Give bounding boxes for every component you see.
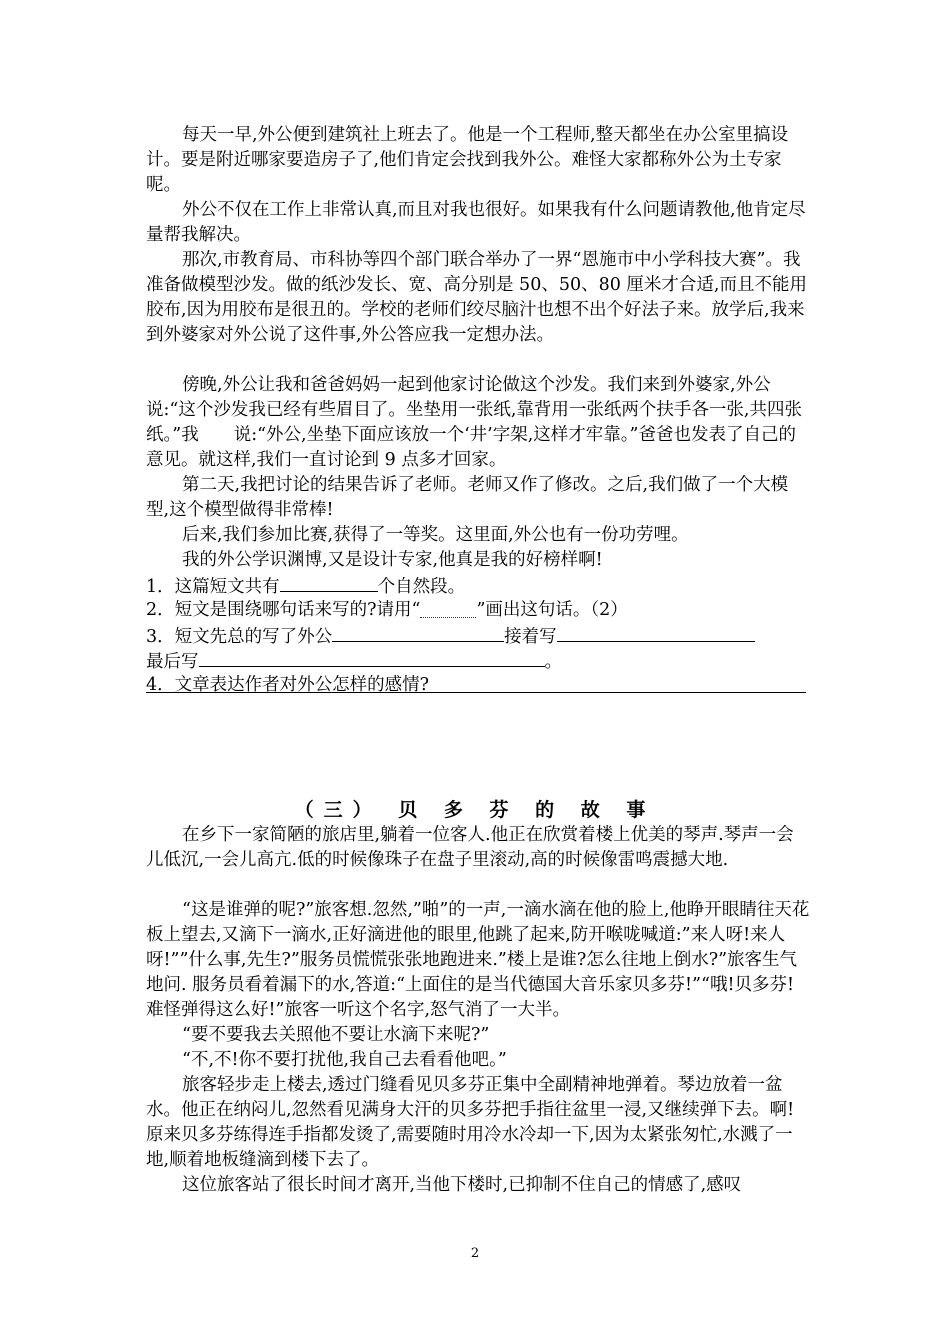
passage2-paragraph-5: 旅客轻步走上楼去,透过门缝看见贝多芬正集中全副精神地弹着。琴边放着一盆水。他正在纳闷儿,忽然看见满身大汗的贝多芬把手指往盆里一浸,又继续弹下去。啊!原来贝多芬练得连手指都发烫了,需要随时用冷水冷却一下,因为太紧张匆忙,水溅了一地,顺着地板缝滴到楼下去了。 [146,1075,795,1170]
passage1-paragraph-2: 外公不仅在工作上非常认真,而且对我也很好。如果我有什么问题请教他,他肯定尽量帮我解决。 [146,200,806,245]
question-4-answer-line[interactable] [146,692,806,693]
question-3-blank-3[interactable] [199,648,545,667]
question-3-blank-2[interactable] [557,623,755,642]
question-4-text: 4．文章表达作者对外公怎样的感情? [146,675,430,695]
passage2-paragraph-4: “不,不!你不要打扰他,我自己去看看他吧。” [182,1050,507,1070]
passage1-paragraph-6: 后来,我们参加比赛,获得了一等奖。这里面,外公也有一份功劳哩。 [182,525,689,545]
question-1-blank[interactable] [280,573,378,592]
question-3-middle: 接着写 [504,627,557,647]
passage1-paragraph-4: 傍晚,外公让我和爸爸妈妈一起到他家讨论做这个沙发。我们来到外婆家,外公说:“这个沙发我已经有些眉目了。坐垫用一张纸,靠背用一张纸两个扶手各一张,共四张纸。”我 说:“外公,坐垫下面应该放一个‘井’字架,这样才牢靠。”爸爸也发表了自己的意见。就这样,我们一直讨论到 9 点多才回家。 [146,375,802,470]
passage1-paragraph-3: 那次,市教育局、市科协等四个部门联合举办了一界“恩施市中小学科技大赛”。我准备做模型沙发。做的纸沙发长、宽、高分别是 50、50、80 厘米才合适,而且不能用胶布,因为用胶布是很丑的。学校的老师们绞尽脑汁也想不出个好法子来。放学后,我来到外婆家对外公说了这件事,外公答应我一定想办法。 [146,250,807,345]
question-2-suffix: ”画出这句话。（2） [476,600,628,620]
wavy-underline-mark [420,603,476,618]
page-number: 2 [470,1246,480,1261]
question-1-text: 1．这篇短文共有 [146,577,280,597]
question-3 [146,623,755,650]
question-2-text: 2．短文是围绕哪句话来写的?请用“ [146,600,421,620]
question-3-blank-1[interactable] [332,623,504,642]
question-4 [146,673,429,698]
passage2-title: （三） 贝 多 芬 的 故 事 [294,799,656,821]
question-3-last-label: 最后写 [146,652,199,672]
question-1 [146,573,465,600]
question-2 [146,598,628,623]
question-3-end: 。 [544,652,562,672]
passage1-paragraph-1: 每天一早,外公便到建筑社上班去了。他是一个工程师,整天都坐在办公室里搞设计。要是附近哪家要造房子了,他们肯定会找到我外公。难怪大家都称外公为土专家呢。 [146,125,789,195]
question-3-continued [146,648,562,675]
passage1-paragraph-5: 第二天,我把讨论的结果告诉了老师。老师又作了修改。之后,我们做了一个大模型,这个模型做得非常棒! [146,475,789,520]
question-1-suffix: 个自然段。 [377,577,466,597]
passage2-paragraph-6: 这位旅客站了很长时间才离开,当他下楼时,已抑制不住自己的情感了,感叹 [182,1175,742,1195]
question-3-text: 3．短文先总的写了外公 [146,627,333,647]
passage2-paragraph-1: 在乡下一家简陋的旅店里,躺着一位客人.他正在欣赏着楼上优美的琴声.琴声一会儿低沉,一会儿高亢.低的时候像珠子在盘子里滚动,高的时候像雷鸣震撼大地. [146,825,794,870]
passage1-paragraph-7: 我的外公学识渊博,又是设计专家,他真是我的好榜样啊! [182,550,603,570]
passage2-paragraph-3: “要不要我去关照他不要让水滴下来呢?” [182,1025,490,1045]
passage2-paragraph-2: “这是谁弹的呢?”旅客想.忽然,”啪”的一声,一滴水滴在他的脸上,他睁开眼睛往天花板上望去,又滴下一滴水,正好滴进他的眼里,他跳了起来,防开喉咙喊道:”来人呀!来人呀!””什么事,先生?”服务员慌慌张张地跑进来.”楼上是谁?怎么往地上倒水?”旅客生气地问. 服务员看着漏下的水,答道:“上面住的是当代德国大音乐家贝多芬!”“哦!贝多芬!难怪弹得这么好!”旅客一听这个名字,怒气消了一大半。 [146,900,810,1020]
